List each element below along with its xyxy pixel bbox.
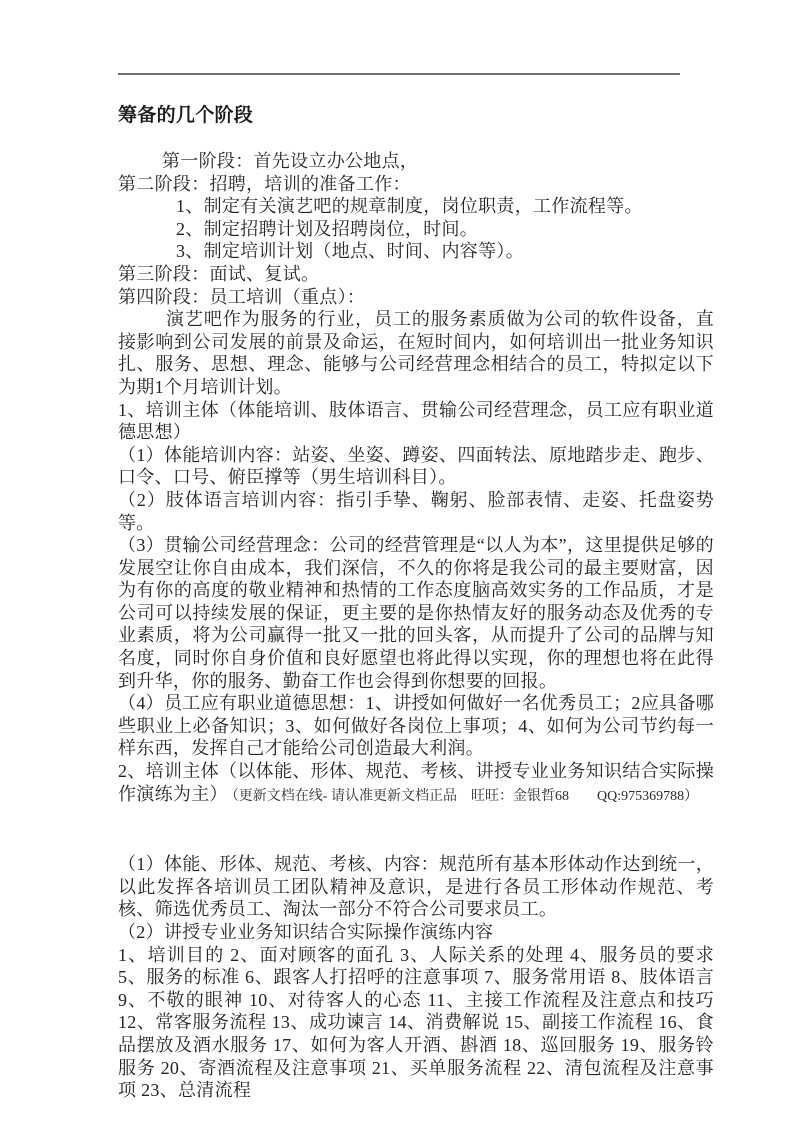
stage-3-line: 第三阶段：面试、复试。 xyxy=(118,263,320,284)
training-subject-2-line xyxy=(118,760,714,808)
stage-2-item-2: 2、制定招聘计划及招聘岗位，时间。 xyxy=(176,218,479,239)
practice-content-line: （2）讲授专业业务知识结合实际操作演练内容 xyxy=(118,922,494,942)
stage-4-line: 第四阶段：员工培训（重点）： xyxy=(118,286,366,307)
stage-2-item-3: 3、制定培训计划（地点、时间、内容等）。 xyxy=(176,241,524,262)
company-philosophy-item: （3）贯输公司经营理念：公司的经营管理是“以人为本”，这里提供足够的发展空让你自由成本，我们深信，不久的你将是我公司的最主要财富，因为有你的高度的敬业精神和热情的工作态度脑高效实务的工作品质，才是公司可以持续发展的保证，更主要的是你热情友好的服务动态及优秀的专业素质，将为公司赢得一批又一批的回头客，从而提升了公司的品牌与知名度，同时你自身价值和良好愿望也将此得以实现，你的理想也将在此得到升华，你的服务、勤奋工作也会得到你想要的回报。 xyxy=(118,535,714,691)
stage-2-line: 第二阶段：招聘，培训的准备工作： xyxy=(118,173,411,194)
body-language-item: （2）肢体语言培训内容：指引手挚、鞠躬、脸部表情、走姿、托盘姿势等。 xyxy=(118,489,714,533)
training-subject-1-line: 1、培训主体（体能培训、肢体语言、贯输公司经营理念，员工应有职业道德思想） xyxy=(118,399,714,443)
physical-training-item: （1）体能培训内容：站姿、坐姿、蹲姿、四面转法、原地踏步走、跑步、口令、口号、俯臣撑等（男生培训科目）。 xyxy=(118,444,714,488)
training-subject-2-text: 2、培训主体（以体能、形体、规范、考核、讲授专业业务知识结合实际操作演练为主） xyxy=(118,761,714,804)
work-ethics-item: （4）员工应有职业道德思想：1、讲授如何做好一名优秀员工；2应具备哪些职业上必备知识；3、如何做好各岗位上事项；4、如何为公司节约每一样东西，发挥自己才能给公司创造最大利润。 xyxy=(118,693,714,759)
training-topics-list: 1、培训目的 2、面对顾客的面孔 3、人际关系的处理 4、服务员的要求 5、服务的标准 6、跟客人打招呼的注意事项 7、服务常用语 8、肢体语言 9、不敬的眼神 10、对待客人的心态 11、主接工作流程及注意点和技巧 12、常客服务流程 13、成功谏言 14、消费解说 15、副接工作流程 16、食品摆放及酒水服务 17、如何为客人开酒、斟酒 18、巡回服务 19、服务铃服务 20、寄酒流程及注意事项 21、买单服务流程 22、清包流程及注意事项 23、总清流程 xyxy=(118,944,714,1101)
stage-2-item-1: 1、制定有关演艺吧的规章制度，岗位职责，工作流程等。 xyxy=(176,196,643,217)
watermark-note: （更新文档在线- 请认准更新文档正品 旺旺：金银哲68 QQ:975369788） xyxy=(231,788,699,804)
training-intro-paragraph: 演艺吧作为服务的行业，员工的服务素质做为公司的软件设备，直接影响到公司发展的前景及命运，在短时间内，如何培训出一批业务知识扎、服务、思想、理念、能够与公司经营理念相结合的员工，特拟定以下为期1个月培训计划。 xyxy=(118,309,714,397)
assessment-content-item: （1）体能、形体、规范、考核、内容：规范所有基本形体动作达到统一，以此发挥各培训员工团队精神及意识，是进行各员工形体动作规范、考核、筛选优秀员工、淘汰一部分不符合公司要求员工。 xyxy=(118,854,714,920)
document-title: 筹备的几个阶段 xyxy=(118,105,254,126)
document-body xyxy=(118,90,714,1102)
stage-1-line: 第一阶段：首先设立办公地点， xyxy=(162,151,419,171)
header-rule xyxy=(118,73,680,75)
